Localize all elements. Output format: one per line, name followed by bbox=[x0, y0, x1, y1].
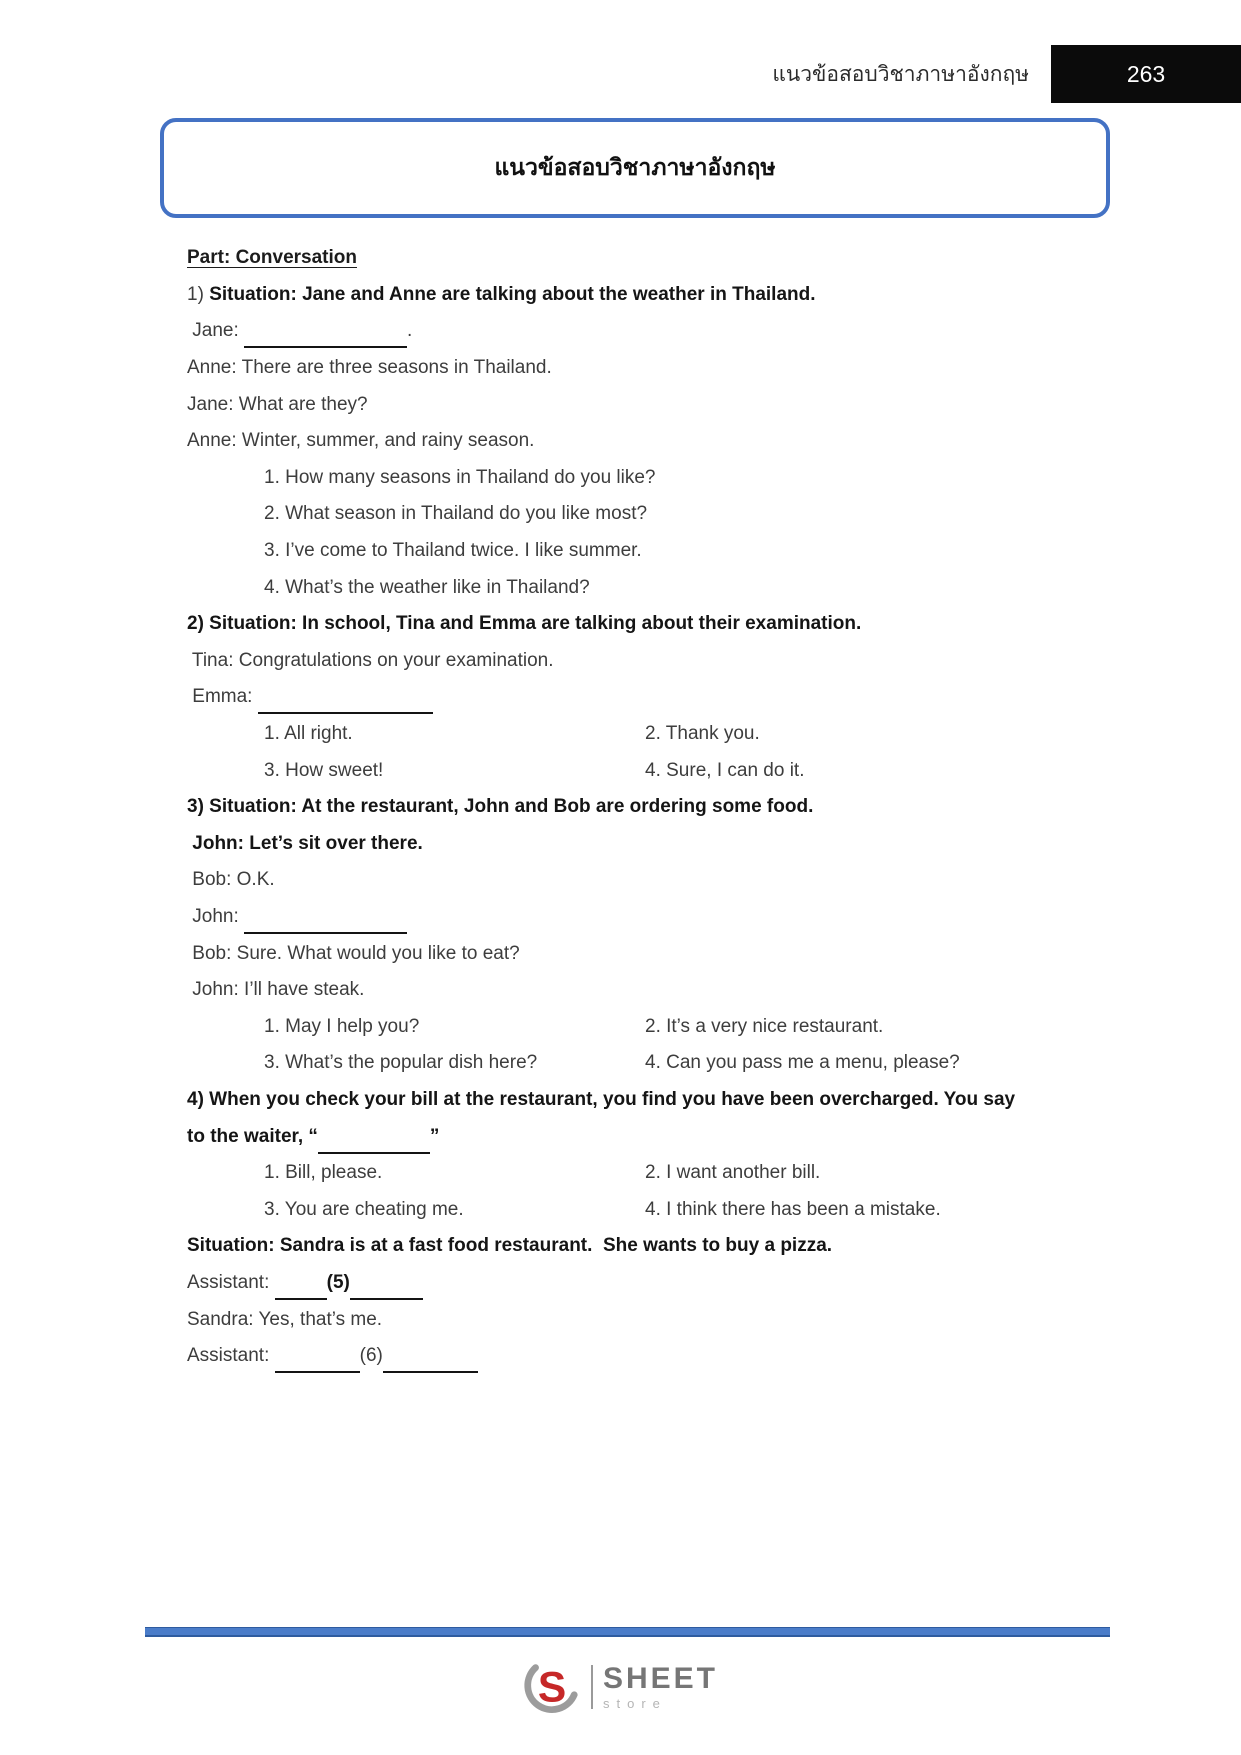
text-segment: 1. How many seasons in Thailand do you like? bbox=[264, 466, 656, 488]
text-line bbox=[187, 643, 1110, 680]
option-row bbox=[187, 569, 1110, 606]
page-title: แนวข้อสอบวิชาภาษาอังกฤษ bbox=[494, 154, 776, 180]
text-line bbox=[187, 1118, 1110, 1155]
text-segment: Jane: bbox=[187, 320, 245, 342]
running-title: แนวข้อสอบวิชาภาษาอังกฤษ bbox=[772, 63, 1029, 86]
text-line bbox=[187, 789, 1110, 826]
text-segment: 2) Situation: In school, Tina and Emma are talking about their examination. bbox=[187, 613, 862, 635]
text-segment: 1) bbox=[187, 283, 210, 305]
option-row bbox=[187, 496, 1110, 533]
page-number-box bbox=[1051, 45, 1241, 103]
option-left: 1. May I help you? bbox=[264, 1015, 420, 1037]
fill-blank bbox=[383, 1357, 478, 1373]
text-segment: Bob: O.K. bbox=[187, 869, 275, 891]
fill-blank bbox=[318, 1138, 430, 1154]
option-row bbox=[187, 716, 1110, 753]
text-segment: Assistant: bbox=[187, 1271, 275, 1293]
text-line bbox=[187, 679, 1110, 716]
text-line bbox=[187, 1082, 1110, 1119]
text-line bbox=[187, 277, 1110, 314]
text-segment: John: bbox=[187, 905, 245, 927]
footer bbox=[0, 1652, 1241, 1722]
option-right: 4. Sure, I can do it. bbox=[645, 759, 805, 781]
text-line bbox=[187, 862, 1110, 899]
text-line bbox=[187, 1301, 1110, 1338]
option-right: 4. Can you pass me a menu, please? bbox=[645, 1052, 960, 1074]
fill-blank bbox=[275, 1284, 327, 1300]
option-right: 4. I think there has been a mistake. bbox=[645, 1198, 941, 1220]
text-line bbox=[187, 1228, 1110, 1265]
page-number: 263 bbox=[1126, 60, 1166, 87]
brand-name: SHEET bbox=[602, 1662, 719, 1695]
text-line bbox=[187, 606, 1110, 643]
text-segment: Bob: Sure. What would you like to eat? bbox=[187, 942, 520, 964]
fill-blank bbox=[244, 332, 407, 348]
text-segment: Anne: There are three seasons in Thailand. bbox=[187, 357, 552, 379]
title-box bbox=[160, 118, 1110, 218]
text-line bbox=[187, 899, 1110, 936]
text-segment: Part: Conversation bbox=[187, 247, 357, 269]
text-line bbox=[187, 1338, 1110, 1375]
text-segment: . bbox=[407, 320, 413, 342]
text-segment: Situation: Jane and Anne are talking about the weather in Thailand. bbox=[209, 283, 816, 305]
text-segment: Situation: Sandra is at a fast food restaurant. She wants to buy a pizza. bbox=[187, 1235, 833, 1257]
option-row bbox=[187, 1155, 1110, 1192]
text-line bbox=[187, 350, 1110, 387]
text-segment: Assistant: bbox=[187, 1345, 275, 1367]
option-row bbox=[187, 752, 1110, 789]
text-line bbox=[187, 423, 1110, 460]
text-line bbox=[187, 386, 1110, 423]
text-segment: Emma: bbox=[187, 686, 258, 708]
option-row bbox=[187, 533, 1110, 570]
fill-blank bbox=[350, 1284, 423, 1300]
text-segment: 4. What’s the weather like in Thailand? bbox=[264, 576, 590, 598]
text-segment: 3. I’ve come to Thailand twice. I like summer. bbox=[264, 540, 642, 562]
option-left: 1. Bill, please. bbox=[264, 1162, 383, 1184]
text-line bbox=[187, 826, 1110, 863]
text-segment: Anne: Winter, summer, and rainy season. bbox=[187, 430, 535, 452]
text-line bbox=[187, 313, 1110, 350]
text-segment: Jane: What are they? bbox=[187, 393, 368, 415]
text-segment: John: I’ll have steak. bbox=[187, 979, 365, 1001]
text-segment: 4) When you check your bill at the restaurant, you find you have been overcharged. You say bbox=[187, 1088, 1016, 1110]
option-right: 2. I want another bill. bbox=[645, 1162, 821, 1184]
option-row bbox=[187, 460, 1110, 497]
text-segment: Sandra: Yes, that’s me. bbox=[187, 1308, 383, 1330]
option-left: 3. You are cheating me. bbox=[264, 1198, 464, 1220]
text-segment: 3) Situation: At the restaurant, John and Bob are ordering some food. bbox=[187, 796, 814, 818]
option-row bbox=[187, 1008, 1110, 1045]
brand-subtitle: store bbox=[602, 1696, 667, 1711]
part-heading bbox=[187, 240, 1110, 277]
content-lines bbox=[187, 240, 1110, 1374]
text-segment: (6) bbox=[359, 1345, 383, 1367]
option-left: 3. What’s the popular dish here? bbox=[264, 1052, 538, 1074]
option-row bbox=[187, 1045, 1110, 1082]
text-segment: John: Let’s sit over there. bbox=[187, 832, 423, 854]
text-line bbox=[187, 1265, 1110, 1302]
option-row bbox=[187, 1191, 1110, 1228]
text-segment: (5) bbox=[326, 1271, 350, 1293]
svg-text:S: S bbox=[537, 1663, 567, 1712]
text-segment: to the waiter, “ bbox=[187, 1125, 318, 1147]
text-line bbox=[187, 935, 1110, 972]
fill-blank bbox=[275, 1357, 360, 1373]
fill-blank bbox=[244, 918, 407, 934]
text-segment: Tina: Congratulations on your examination. bbox=[187, 649, 554, 671]
option-left: 3. How sweet! bbox=[264, 759, 384, 781]
option-left: 1. All right. bbox=[264, 723, 353, 745]
text-segment: ” bbox=[429, 1125, 440, 1147]
footer-rule bbox=[145, 1627, 1110, 1637]
text-segment: 2. What season in Thailand do you like most? bbox=[264, 503, 648, 525]
option-right: 2. It’s a very nice restaurant. bbox=[645, 1015, 884, 1037]
fill-blank bbox=[258, 698, 433, 714]
logo-text bbox=[603, 1664, 718, 1710]
logo-divider bbox=[591, 1665, 593, 1709]
sheet-store-logo-icon bbox=[523, 1658, 581, 1716]
option-right: 2. Thank you. bbox=[645, 723, 760, 745]
text-line bbox=[187, 972, 1110, 1009]
